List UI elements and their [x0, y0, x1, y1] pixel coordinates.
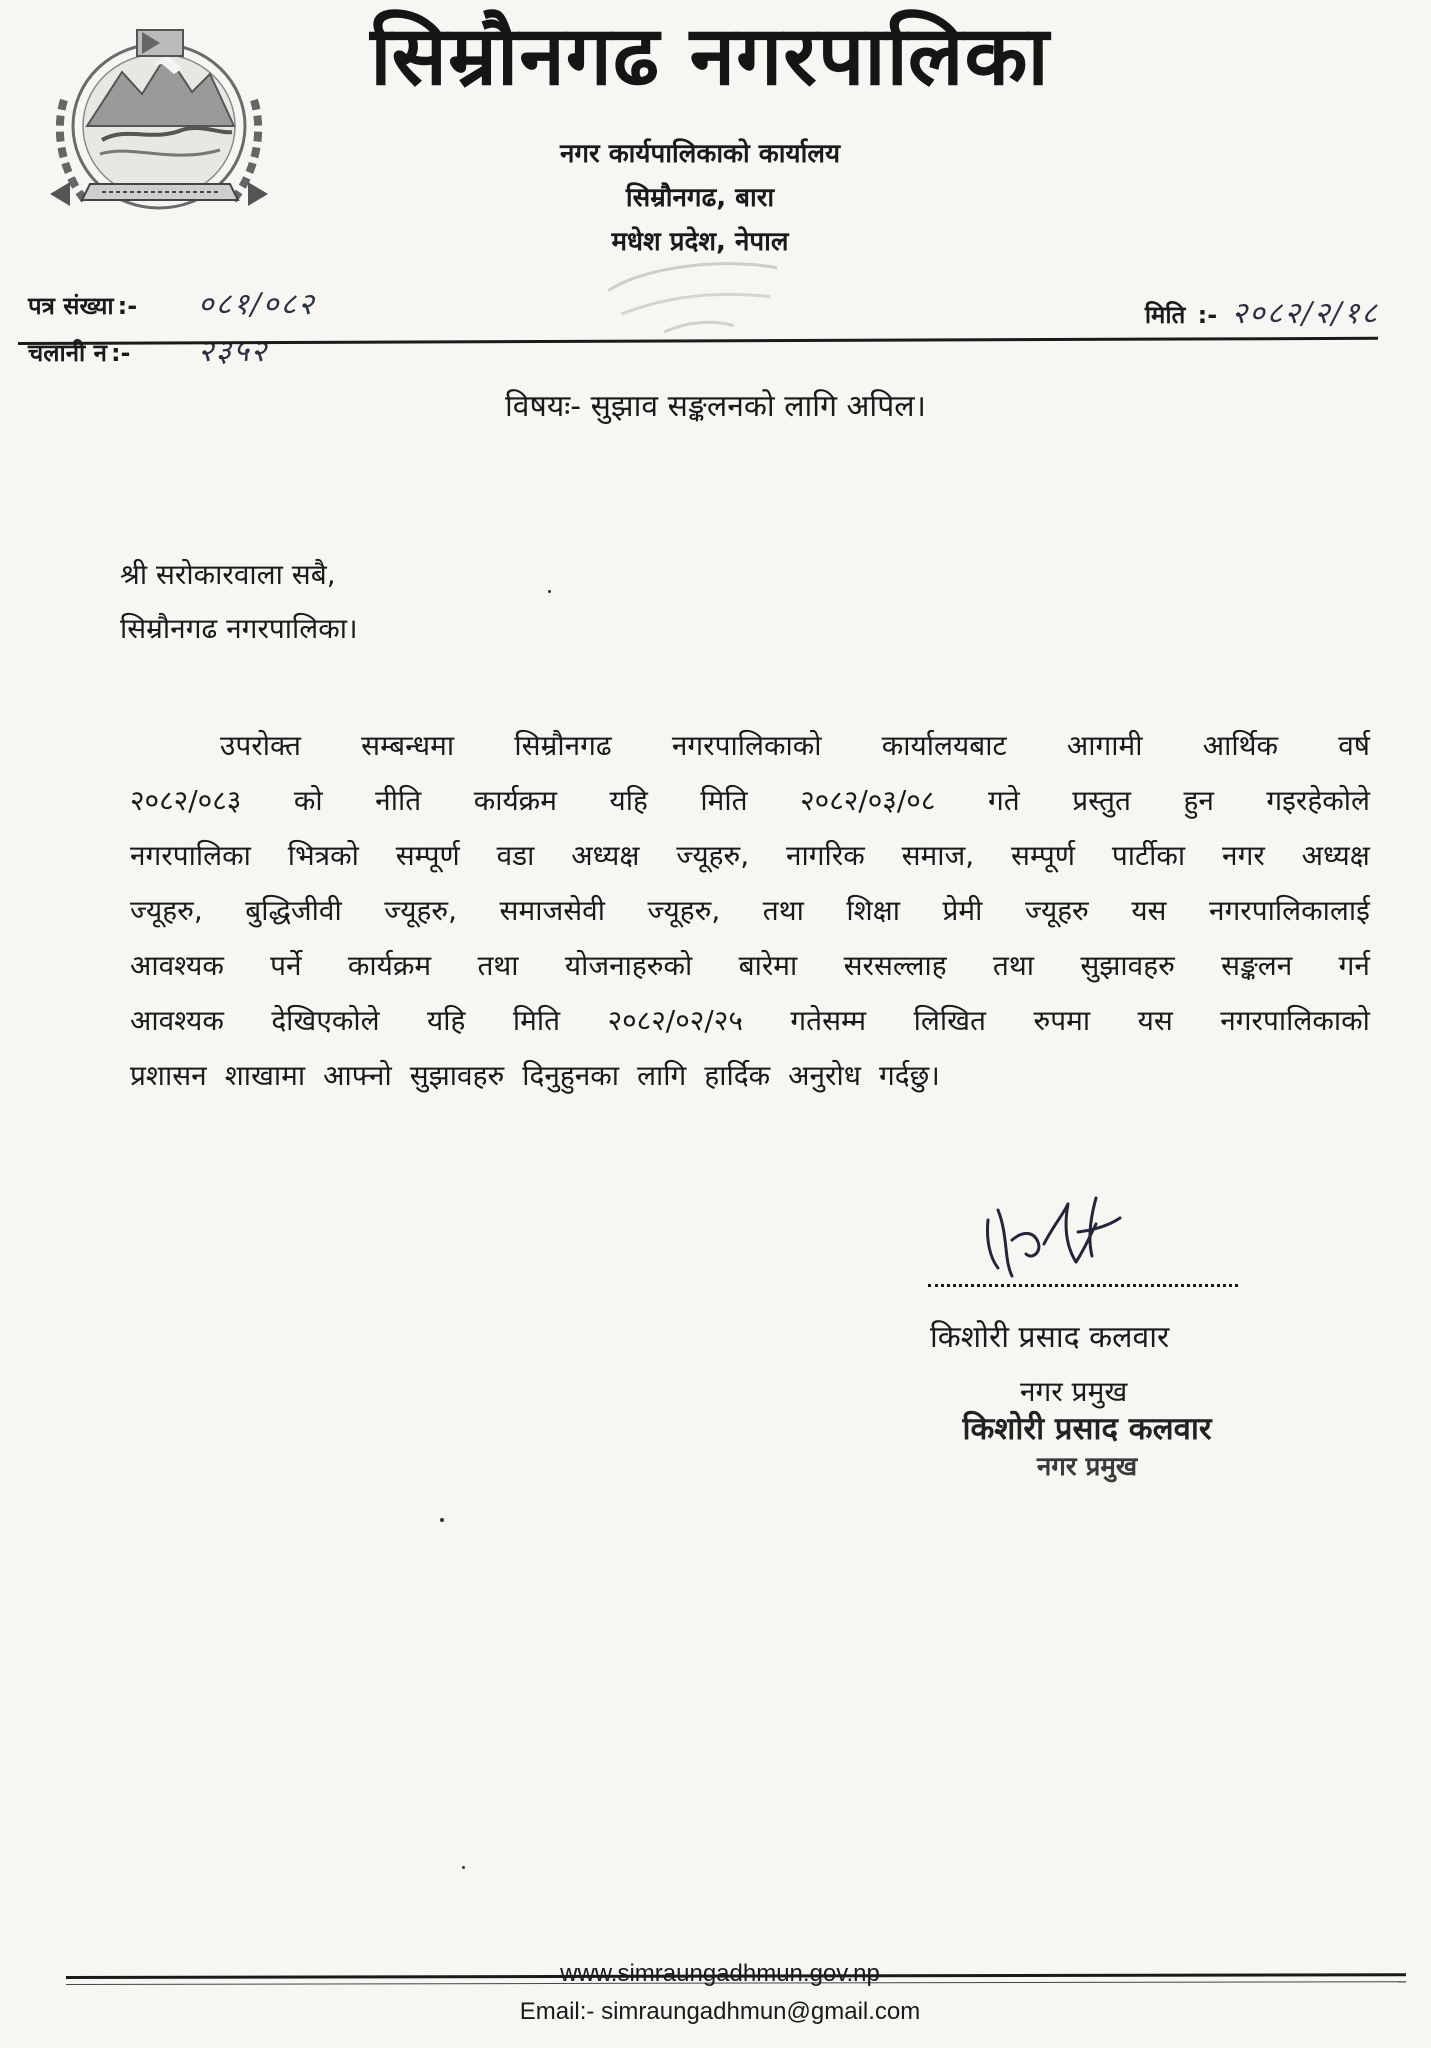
body-word: समाज, [901, 839, 975, 872]
miti-value: २०८२/२/१८ [1231, 296, 1379, 331]
body-word: नीति [375, 784, 422, 817]
body-word: प्रशासन [130, 1059, 207, 1092]
signature-line [928, 1284, 1238, 1287]
body-word: गइरहेकोले [1266, 784, 1370, 817]
body-line [130, 1048, 1370, 1103]
body-word: सरसल्लाह [843, 949, 947, 982]
body-word: वडा [496, 839, 535, 872]
body-word: नागरिक [785, 839, 865, 872]
body-word: २०८२/०३/०८ [800, 784, 936, 817]
body-word: सुझावहरु [1080, 949, 1175, 982]
body-word: अनुरोध [788, 1059, 861, 1092]
body-word: २०८२/०२/२५ [607, 1004, 743, 1037]
chalani-label: चलानी न :- [28, 339, 131, 367]
body-word: प्रस्तुत [1072, 784, 1131, 817]
paper-speck [548, 590, 551, 593]
body-word: सुझावहरु [409, 1059, 505, 1092]
body-word: नगरपालिकाको [1220, 1004, 1370, 1037]
body-word: पार्टीका [1111, 839, 1186, 872]
body-word: समाजसेवी [499, 894, 605, 927]
name-seal-stamp [912, 1408, 1262, 1484]
body-word: यहि [427, 1004, 466, 1037]
addressee-block [120, 548, 358, 656]
body-word: पर्ने [270, 949, 302, 982]
body-word: कार्यक्रम [347, 949, 432, 982]
body-line [130, 773, 1370, 828]
body-word: सम्पूर्ण [1011, 839, 1076, 872]
body-word: मिति [700, 784, 748, 817]
body-word: यस [1137, 1004, 1173, 1037]
miti-label: मिति [1144, 301, 1186, 329]
body-word: प्रेमी [942, 894, 983, 927]
body-word: गते [987, 784, 1020, 817]
body-word: नगर [1222, 839, 1265, 872]
body-line [130, 938, 1370, 993]
body-word: रुपमा [1033, 1004, 1091, 1037]
body-word: ज्यूहरु, [130, 894, 203, 927]
body-word: ज्यूहरु, [647, 894, 721, 927]
seal-stamp-title: नगर प्रमुख [1036, 1452, 1138, 1482]
body-word: सिम्रौनगढ [514, 729, 612, 762]
chalani-row [28, 329, 316, 376]
patra-sankhya-row [28, 282, 316, 329]
letter-subject: विषयः- सुझाव सङ्कलनको लागि अपिल। [505, 389, 926, 424]
body-word: यहि [609, 784, 648, 817]
body-word: शिक्षा [846, 894, 900, 927]
body-word: मिति [512, 1004, 561, 1037]
body-word: ज्यूहरु [1024, 894, 1089, 927]
body-word: ज्यूहरु, [676, 839, 750, 872]
addressee-line-1: श्री सरोकारवाला सबै, [120, 558, 336, 591]
chalani-value: २३५२ [198, 334, 269, 369]
letter-body [130, 718, 1370, 1103]
body-word: देखिएकोले [271, 1004, 380, 1037]
body-word: कार्यक्रम [473, 784, 557, 817]
letter-footer [400, 1957, 1040, 2029]
body-word: आर्थिक [1202, 729, 1278, 762]
office-address-block [430, 132, 970, 264]
miti-separator: :- [1197, 301, 1218, 329]
body-word: दिनुहुनका [522, 1059, 620, 1092]
body-word: अध्यक्ष [571, 839, 640, 872]
body-word: आवश्यक [130, 949, 224, 982]
signatory-title: नगर प्रमुख [1020, 1375, 1128, 1408]
body-word: बुद्धिजीवी [245, 894, 342, 927]
body-word: हार्दिक [704, 1059, 771, 1092]
nepal-emblem-icon [42, 14, 277, 229]
municipality-title: सिम्रौनगढ नगरपालिका [370, 9, 1050, 104]
office-name: नगर कार्यपालिकाको कार्यालय [559, 139, 841, 169]
body-word: आफ्नो [323, 1059, 392, 1092]
patra-sankhya-value: ०८१/०८२ [198, 287, 316, 322]
body-word: २०८२/०८३ [130, 784, 242, 817]
office-address-line: सिम्रौनगढ, बारा [625, 183, 775, 213]
paper-speck [462, 1866, 465, 1869]
body-word: बारेमा [738, 949, 798, 982]
body-line [130, 883, 1370, 938]
body-word: आगामी [1066, 729, 1143, 762]
body-word: शाखामा [224, 1059, 306, 1092]
body-line [130, 718, 1370, 773]
body-word: ज्यूहरु, [384, 894, 458, 927]
body-word: सम्बन्धमा [361, 729, 455, 762]
patra-sankhya-label: पत्र संख्या :- [28, 292, 138, 320]
body-line [130, 993, 1370, 1048]
body-word: तथा [762, 894, 804, 927]
body-word: यस [1131, 894, 1167, 927]
paper-speck [440, 1518, 444, 1522]
body-word: हुन [1183, 784, 1214, 817]
body-word: गर्न [1338, 949, 1370, 982]
handwritten-signature-icon [968, 1180, 1148, 1290]
body-word: लागि [637, 1059, 687, 1092]
body-word: नगरपालिकाको [671, 729, 822, 762]
letter-date-block [1145, 292, 1379, 337]
body-line [130, 828, 1370, 883]
body-word: सम्पूर्ण [395, 839, 460, 872]
body-word: योजनाहरुको [564, 949, 693, 982]
body-word: अध्यक्ष [1301, 839, 1370, 872]
signature-area [928, 1180, 1268, 1310]
body-word: गर्दछु। [878, 1059, 940, 1092]
addressee-line-2: सिम्रौनगढ नगरपालिका। [120, 612, 358, 645]
office-province-line: मधेश प्रदेश, नेपाल [611, 227, 789, 257]
body-word: नगरपालिकालाई [1208, 894, 1370, 927]
body-word: वर्ष [1338, 729, 1370, 762]
body-word: तथा [477, 949, 519, 982]
body-word: गतेसम्म [790, 1004, 867, 1037]
signatory-name: किशोरी प्रसाद कलवार [930, 1320, 1170, 1355]
letter-reference-block [28, 282, 316, 376]
body-word: को [293, 784, 323, 817]
body-word: सङ्कलन [1221, 949, 1293, 982]
body-word: लिखित [913, 1004, 986, 1037]
body-word: कार्यालयबाट [881, 729, 1007, 762]
body-word: आवश्यक [130, 1004, 224, 1037]
body-word: नगरपालिका [130, 839, 251, 872]
footer-website: www.simraungadhmun.gov.np [560, 1960, 880, 1987]
seal-stamp-name: किशोरी प्रसाद कलवार [962, 1411, 1212, 1447]
body-word: उपरोक्त [220, 729, 301, 762]
footer-email: Email:- simraungadhmun@gmail.com [519, 1998, 921, 2025]
body-word: तथा [992, 949, 1035, 982]
government-emblem [42, 14, 277, 229]
body-word: भित्रको [287, 839, 359, 872]
